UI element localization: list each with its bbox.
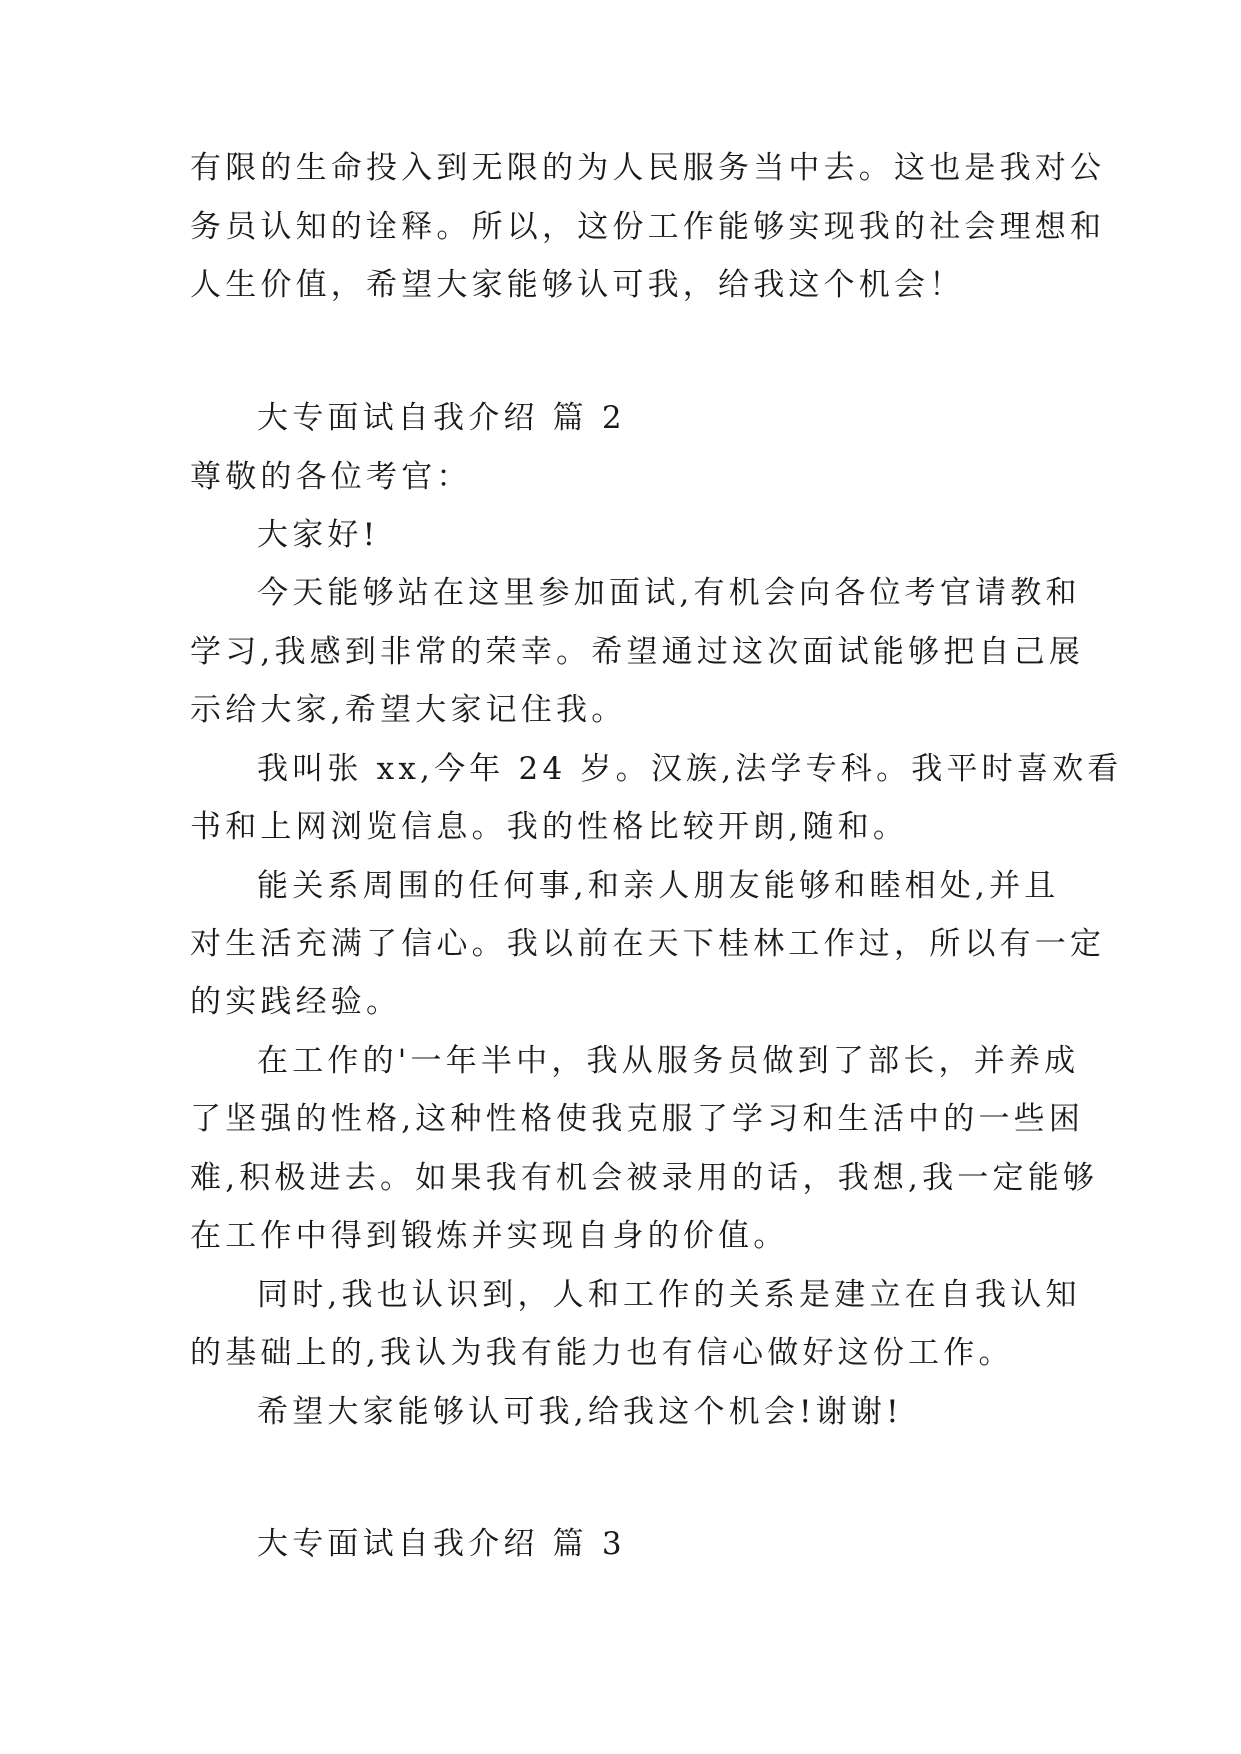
paragraph-line: 希望大家能够认可我,给我这个机会!谢谢! — [257, 1394, 903, 1430]
paragraph-line: 在工作的'一年半中，我从服务员做到了部长，并养成 — [257, 1043, 1080, 1079]
section-heading-2: 大专面试自我介绍 篇 2 — [257, 400, 626, 436]
paragraph-line: 了坚强的性格,这种性格使我克服了学习和生活中的一些困 — [190, 1101, 1085, 1137]
section-heading-3: 大专面试自我介绍 篇 3 — [257, 1526, 626, 1562]
paragraph-line: 书和上网浏览信息。我的性格比较开朗,随和。 — [190, 809, 909, 845]
salutation: 尊敬的各位考官： — [190, 459, 472, 495]
paragraph-line: 有限的生命投入到无限的为人民服务当中去。这也是我对公 — [190, 150, 1106, 186]
paragraph-line: 学习,我感到非常的荣幸。希望通过这次面试能够把自己展 — [190, 634, 1085, 670]
paragraph-line: 的实践经验。 — [190, 984, 402, 1020]
paragraph-line: 同时,我也认识到，人和工作的关系是建立在自我认知 — [257, 1277, 1081, 1313]
paragraph-line: 对生活充满了信心。我以前在天下桂林工作过，所以有一定 — [190, 926, 1106, 962]
greeting: 大家好! — [257, 517, 380, 553]
paragraph-line: 人生价值，希望大家能够认可我，给我这个机会！ — [190, 267, 965, 303]
paragraph-line: 今天能够站在这里参加面试,有机会向各位考官请教和 — [257, 575, 1081, 611]
paragraph-line: 我叫张 xx,今年 24 岁。汉族,法学专科。我平时喜欢看 — [257, 751, 1123, 787]
paragraph-line: 示给大家,希望大家记住我。 — [190, 692, 627, 728]
paragraph-line: 的基础上的,我认为我有能力也有信心做好这份工作。 — [190, 1335, 1014, 1371]
paragraph-line: 难,积极进去。如果我有机会被录用的话，我想,我一定能够 — [190, 1160, 1099, 1196]
paragraph-line: 能关系周围的任何事,和亲人朋友能够和睦相处,并且 — [257, 868, 1060, 904]
paragraph-line: 在工作中得到锻炼并实现自身的价值。 — [190, 1218, 789, 1254]
paragraph-line: 务员认知的诠释。所以，这份工作能够实现我的社会理想和 — [190, 209, 1106, 245]
